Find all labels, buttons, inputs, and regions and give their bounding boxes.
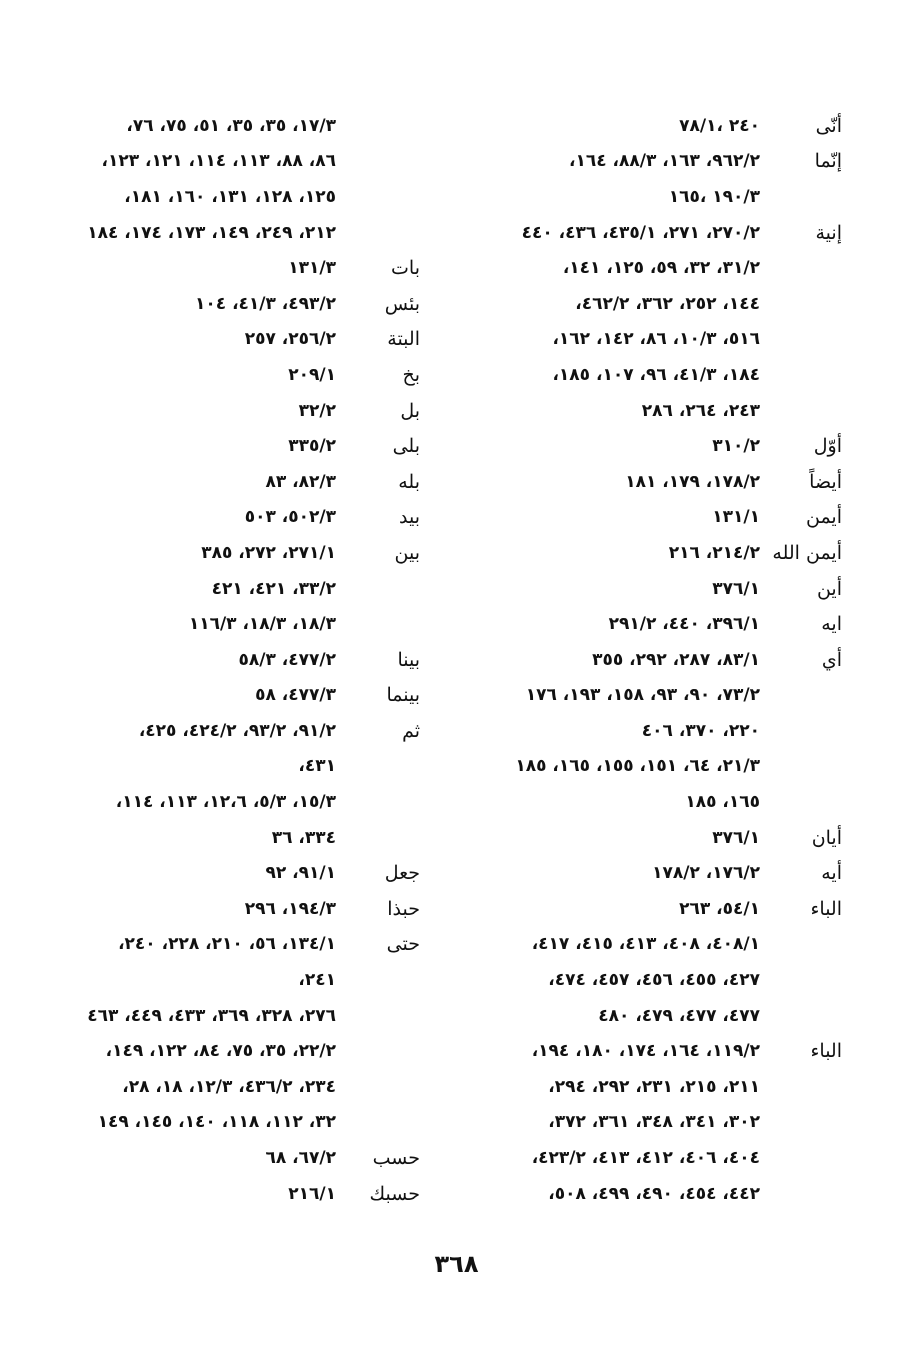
index-term: حبذا <box>387 897 420 920</box>
index-entry <box>40 286 420 322</box>
index-term: أين <box>816 577 842 600</box>
index-page-refs: ٢١٢، ٢٤٩، ١٤٩، ١٧٣، ١٧٤، ١٨٤ <box>87 222 336 243</box>
index-term: حتى <box>386 933 420 956</box>
index-entry <box>470 820 842 856</box>
index-entry <box>470 962 842 998</box>
index-entry <box>40 784 420 820</box>
index-page-refs: ٤٧٧، ٤٧٧، ٤٧٩، ٤٨٠ <box>598 1005 760 1026</box>
index-page-refs: ١٧٦/٢، ١٧٨/٢ <box>652 863 760 884</box>
index-page-refs: ٢٥٦/٢، ٢٥٧ <box>244 329 336 350</box>
index-page-refs: ٢٠٩/١ <box>288 364 336 385</box>
index-page-refs: ٢٣٤، ٤٣٦/٢، ١٢/٣، ١٨، ٢٨، <box>122 1076 336 1097</box>
index-entry <box>470 998 842 1034</box>
index-entry <box>470 215 842 251</box>
index-entry <box>470 393 842 429</box>
index-page-refs: ٥٤/١، ٢٦٣ <box>679 898 760 919</box>
index-entry <box>470 286 842 322</box>
index-term: بينا <box>397 648 420 671</box>
index-term: بخ <box>402 363 420 386</box>
index-entry <box>40 179 420 215</box>
index-entry <box>470 464 842 500</box>
index-entry <box>470 891 842 927</box>
index-term: أيمن الله <box>772 541 842 564</box>
index-page-refs: ٤٧٧/٣، ٥٨ <box>255 685 336 706</box>
index-entry <box>470 678 842 714</box>
index-entry <box>40 144 420 180</box>
index-page-refs: ١٨٤، ٤١/٣، ٩٦، ١٠٧، ١٨٥، <box>552 364 760 385</box>
index-page-refs: ٢٢٠، ٣٧٠، ٤٠٦ <box>641 720 760 741</box>
index-entry <box>40 393 420 429</box>
index-entry <box>470 250 842 286</box>
index-entry <box>40 749 420 785</box>
index-page-refs: ٢١١، ٢١٥، ٢٣١، ٢٩٢، ٢٩٤، <box>548 1076 760 1097</box>
index-term: ايه <box>821 613 842 636</box>
index-term: إنّما <box>814 150 842 173</box>
index-entry <box>40 998 420 1034</box>
index-page-refs: ٣٧٦/١ <box>712 827 760 848</box>
index-entry <box>470 571 842 607</box>
index-page-refs: ٢١٤/٢، ٢١٦ <box>668 542 760 563</box>
index-term: بل <box>400 399 420 422</box>
index-entry <box>40 1069 420 1105</box>
page-number: ٣٦٨ <box>434 1250 479 1278</box>
index-entry <box>470 606 842 642</box>
index-entry <box>40 606 420 642</box>
index-entry <box>40 215 420 251</box>
index-page-refs: ١٧٨/٢، ١٧٩، ١٨١ <box>625 471 760 492</box>
index-term: أنّى <box>815 114 842 137</box>
index-page-refs: ٣٩٦/١، ٤٤٠، ٢٩١/٢ <box>608 614 760 635</box>
index-page-refs: ٥٠٢/٣، ٥٠٣ <box>244 507 336 528</box>
index-entry <box>40 891 420 927</box>
index-entry <box>470 642 842 678</box>
index-page-refs: ٩١/١، ٩٢ <box>265 863 336 884</box>
index-page-refs: ٢٧٠/٢، ٢٧١، ٤٣٥/١، ٤٣٦، ٤٤٠ <box>521 222 760 243</box>
index-entry <box>40 500 420 536</box>
index-entry <box>470 927 842 963</box>
index-page-refs: ٣٣٥/٢ <box>288 436 336 457</box>
index-page-refs: ٥١٦، ١٠/٣، ٨٦، ١٤٢، ١٦٢، <box>552 329 760 350</box>
index-entry <box>40 357 420 393</box>
index-term: الباء <box>810 1040 842 1063</box>
index-page-refs: ١٣١/١ <box>712 507 760 528</box>
index-entry <box>470 322 842 358</box>
index-entry <box>470 855 842 891</box>
index-term: أيضاً <box>809 470 842 493</box>
index-term: ثم <box>402 719 420 742</box>
index-page-refs: ١١٩/٢، ١٦٤، ١٧٤، ١٨٠، ١٩٤، <box>531 1041 760 1062</box>
index-column-right <box>470 108 842 1211</box>
index-term: بات <box>391 257 420 280</box>
index-entry <box>40 1033 420 1069</box>
index-page-refs: ١٢٥، ١٢٨، ١٣١، ١٦٠، ١٨١، <box>124 186 336 207</box>
index-term: بينما <box>386 684 420 707</box>
index-page-refs: ٤٧٧/٢، ٥٨/٣ <box>238 649 336 670</box>
index-page-refs: ٤٤٢، ٤٥٤، ٤٩٠، ٤٩٩، ٥٠٨، <box>548 1183 760 1204</box>
index-entry <box>470 1105 842 1141</box>
index-entry <box>40 1140 420 1176</box>
index-term: أيان <box>811 826 842 849</box>
index-term: أيمن <box>805 506 842 529</box>
index-term: حسب <box>372 1147 420 1170</box>
index-page-refs: ٣٧٦/١ <box>712 578 760 599</box>
index-page-refs: ٦٧/٢، ٦٨ <box>265 1148 336 1169</box>
index-entry <box>40 571 420 607</box>
index-term: حسبك <box>369 1182 420 1205</box>
index-entry <box>470 428 842 464</box>
index-page-refs: ٣٣/٢، ٤٢١، ٤٢١ <box>211 578 336 599</box>
index-entry <box>40 108 420 144</box>
index-page-refs: ١٣١/٣ <box>288 258 336 279</box>
index-entry <box>40 927 420 963</box>
index-page-refs: ٢٤٣، ٢٦٤، ٢٨٦ <box>641 400 760 421</box>
index-term: أيه <box>821 862 842 885</box>
index-page-refs: ٢٤٠ ،٧٨/١ <box>679 115 760 136</box>
index-term: بئس <box>384 292 420 315</box>
index-term: إنية <box>815 221 842 244</box>
index-entry <box>40 962 420 998</box>
index-term: جعل <box>384 862 420 885</box>
index-entry <box>40 535 420 571</box>
index-entry <box>470 1140 842 1176</box>
index-page-refs: ٨٦، ٨٨، ١١٣، ١١٤، ١٢١، ١٢٣، <box>101 151 336 172</box>
index-entry <box>470 749 842 785</box>
index-entry <box>40 428 420 464</box>
index-page-refs: ٢١/٣، ٦٤، ١٥١، ١٥٥، ١٦٥، ١٨٥ <box>515 756 760 777</box>
index-page-refs: ١٤٤، ٢٥٢، ٣٦٢، ٤٦٢/٢، <box>575 293 760 314</box>
index-entry <box>470 535 842 571</box>
index-entry <box>40 678 420 714</box>
index-page-refs: ١٨/٣، ١٨/٣، ١١٦/٣ <box>188 614 336 635</box>
index-page-refs: ٤٠٤، ٤٠٦، ٤١٢، ٤١٣، ٤٢٣/٢، <box>531 1148 760 1169</box>
index-page-refs: ٩٦٢/٢، ١٦٣، ٨٨/٣، ١٦٤، <box>569 151 760 172</box>
index-page-refs: ٤٢٧، ٤٥٥، ٤٥٦، ٤٥٧، ٤٧٤، <box>548 970 760 991</box>
index-page-refs: ٢٤١، <box>298 970 336 991</box>
index-entry <box>470 713 842 749</box>
index-entry <box>40 1105 420 1141</box>
index-entry <box>470 357 842 393</box>
index-entry <box>470 144 842 180</box>
index-entry <box>470 1033 842 1069</box>
index-page-refs: ٤٠٨/١، ٤٠٨، ٤١٣، ٤١٥، ٤١٧، <box>531 934 760 955</box>
index-page-refs: ٤٩٣/٢، ٤١/٣، ١٠٤ <box>195 293 336 314</box>
index-page-refs: ١٦٥، ١٨٥ <box>685 792 760 813</box>
index-page-refs: ٢٧٦، ٣٢٨، ٣٦٩، ٤٣٣، ٤٤٩، ٤٦٣ <box>87 1005 336 1026</box>
index-entry <box>470 1176 842 1212</box>
index-entry <box>40 1176 420 1212</box>
index-entry <box>40 322 420 358</box>
index-entry <box>40 820 420 856</box>
index-page-refs: ١٣٤/١، ٥٦، ٢١٠، ٢٢٨، ٢٤٠، <box>118 934 336 955</box>
index-entry <box>470 179 842 215</box>
index-page-refs: ١٩٠/٣ ،١٦٥ <box>668 186 760 207</box>
index-page-refs: ٤٣١، <box>298 756 336 777</box>
index-page-refs: ٨٣/١، ٢٨٧، ٢٩٢، ٣٥٥ <box>592 649 760 670</box>
index-entry <box>40 855 420 891</box>
index-page-refs: ٢٢/٢، ٣٥، ٧٥، ٨٤، ١٢٢، ١٤٩، <box>105 1041 336 1062</box>
index-page-refs: ٣٣٤، ٣٦ <box>271 827 336 848</box>
index-page-refs: ٧٣/٢، ٩٠، ٩٣، ١٥٨، ١٩٣، ١٧٦ <box>525 685 760 706</box>
index-entry <box>470 500 842 536</box>
index-term: بيد <box>399 506 420 529</box>
index-page-refs: ٢٧١/١، ٢٧٢، ٣٨٥ <box>201 542 336 563</box>
index-page-refs: ١٥/٣، ٥/٣، ١٢،٦، ١١٣، ١١٤، <box>115 792 336 813</box>
index-page-refs: ٣٢/٢ <box>298 400 336 421</box>
index-page-refs: ١٧/٣، ٣٥، ٣٥، ٥١، ٧٥، ٧٦، <box>126 115 336 136</box>
index-page-refs: ٩١/٢، ٩٣/٢، ٤٢٤/٢، ٤٢٥، <box>138 720 336 741</box>
index-term: الباء <box>810 897 842 920</box>
index-entry <box>470 1069 842 1105</box>
index-page-refs: ٨٢/٣، ٨٣ <box>265 471 336 492</box>
index-page-refs: ٣٢، ١١٢، ١١٨، ١٤٠، ١٤٥، ١٤٩ <box>97 1112 336 1133</box>
index-page-refs: ٣٠٢، ٣٤١، ٣٤٨، ٣٦١، ٣٧٢، <box>548 1112 760 1133</box>
index-page-refs: ٣١/٢، ٣٢، ٥٩، ١٢٥، ١٤١، <box>562 258 760 279</box>
index-entry <box>40 642 420 678</box>
index-page-refs: ١٩٤/٣، ٢٩٦ <box>244 898 336 919</box>
index-entry <box>470 784 842 820</box>
index-term: أي <box>821 648 842 671</box>
index-term: بله <box>398 470 420 493</box>
index-term: بلى <box>392 435 420 458</box>
index-page-refs: ٢١٦/١ <box>288 1183 336 1204</box>
index-entry <box>40 713 420 749</box>
index-entry <box>470 108 842 144</box>
index-entry <box>40 250 420 286</box>
index-term: أوّل <box>813 435 842 458</box>
index-page-refs: ٣١٠/٢ <box>712 436 760 457</box>
index-entry <box>40 464 420 500</box>
index-term: بين <box>394 541 420 564</box>
index-column-left <box>40 108 420 1211</box>
index-term: البتة <box>387 328 420 351</box>
